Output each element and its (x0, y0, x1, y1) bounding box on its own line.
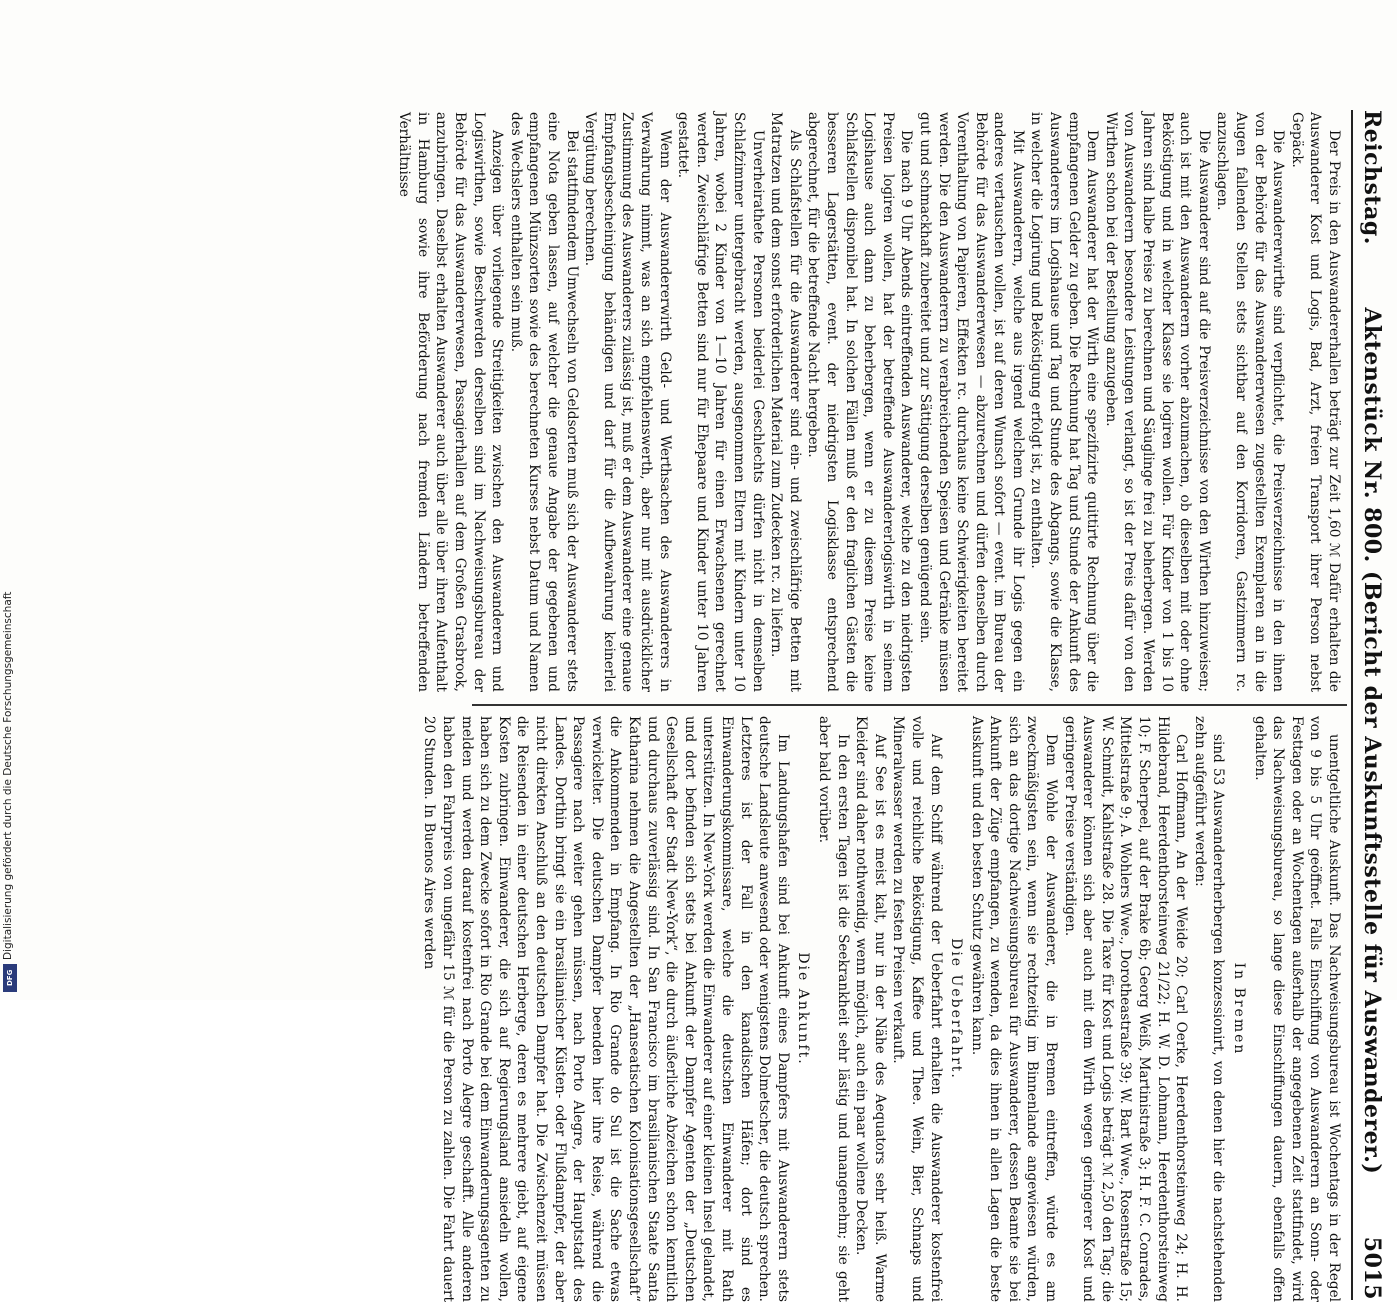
paragraph: Carl Hoffmann, An der Weide 20; Carl Oerke, Heerdenthorsteinweg 24; H. H. Hildebrand, Heerdenthorsteinweg 21/22; H. W. D. Lohmann, Heerdenthorsteinweg 10; F. Scherpeel, auf der Brake 6b; Georg Weiß, Martinistraße 3; H. F. C. Conrades, Mittelstraße 9; A. Wohlers Wwe., Dorotheastraße 39; W. Bart Wwe., Rosenstraße 15; W. Schmidt, Kahlstraße 28. Die Taxe für Kost und Logis beträgt ℳ 2,50 den Tag; die Auswanderer können sich aber auch mit dem Wirth wegen geringerer Kost und geringerer Preise verständigen. (1061, 716, 1190, 1302)
column-divider (472, 704, 1347, 706)
paragraph: In den ersten Tagen ist die Seekrankheit sehr lästig und unangenehm; sie geht aber bald vorüber. (815, 716, 851, 1302)
digitization-credit (0, 0, 20, 1000)
paragraph: Die nach 9 Uhr Abends eintreffenden Auswanderer, welche zu den niedrigsten Preisen logiren wollen, hat der betreffende Auswandererlogiswirth in seinem Logishause auch dann zu beherbergen, wenn er zu diesem Preise keine Schlafstellen disponibel hat. In solchen Fällen muß er den fraglichen Gästen die besseren Lagerstätten, event. der niedrigsten Logisklasse entsprechend abgerechnet, für die betreffende Nacht hergeben. (805, 112, 915, 692)
page-header (1355, 110, 1389, 1300)
paragraph: Auf dem Schiff während der Ueberfahrt erhalten die Auswanderer kostenfrei volle und reichliche Beköstigung, Kaffee und Thee. Wein, Bier, Schnaps und Mineralwasser werden zu festen Preisen verkauft. (890, 716, 944, 1302)
paragraph: Bei stattfindendem Umwechseln von Geldsorten muß sich der Auswanderer stets eine Nota geben lassen, auf welcher die genaue Angabe der gegebenen und empfangenen Münzsorten sowie des berechneten Kurses nebst Datum und Namen des Wechslers enthalten sein muß. (507, 112, 580, 692)
section-heading: Die Ueberfahrt. (948, 938, 965, 1080)
credit-text: Digitalisierung gefördert durch die Deutsche Forschungsgemeinschaft (2, 591, 14, 960)
paragraph: unentgeltliche Auskunft. Das Nachweisungsbureau ist Wochentags in der Regel von 9 bis 5 Uhr geöffnet. Falls Einschiffung von Auswanderern an Sonn- oder Festtagen oder an Wochentagen außerhalb der angegebenen Zeit stattfindet, wird das Nachweisungsbureau, so lange diese Einschiffungen dauern, ebenfalls offen gehalten. (1251, 716, 1342, 1302)
dfg-logo-icon: DFG (3, 964, 17, 992)
header-document-title: Aktenstück Nr. 800. (Bericht der Auskunftsstelle für Auswanderer.) (1359, 307, 1385, 1175)
paragraph: Im Landungshafen sind bei Ankunft eines Dampfers mit Auswanderern stets deutsche Landsleute anwesend oder wenigstens Dolmetscher, die deutsch sprechen. Letzteres ist der Fall in den kanadischen Häfen; dort sind es Einwanderungskommissare, welche die deutschen Einwanderer mit Rath unterstützen. In New-York werden die Einwanderer auf einer kleinen Insel gelandet, und dort befinden sich stets bei Ankunft der Dampfer Agenten der „Deutschen Gesellschaft der Stadt New-York“, die durch äußerliche Abzeichen schon kenntlich und durchaus zuverlässig sind. In San Francisco im brasilianischen Staate Santa Katharina nehmen die Angestellten der „Hanseatischen Kolonisationsgesellschaft“ die Ankommenden in Empfang. In Rio Grande do Sul ist die Sache etwas verwickelter. Die deutschen Dampfer beenden hier ihre Reise, während die Passagiere nach weiter gehen müssen, nach Porto Alegre, der Hauptstadt des Landes. Dorthin bringt sie ein brasilianischer Küsten- oder Flußdampfer, der aber nicht direkten Anschluß an den deutschen Dampfer hat. Die Zwischenzeit müssen die Reisenden in einer deutschen Herberge, deren es mehrere giebt, auf eigene Kosten zubringen. Einwanderer, die sich auf Regierungsland ansiedeln wollen, haben sich zu dem Zwecke sofort in Rio Grande bei dem Einwanderungsagenten zu melden und werden darauf kostenfrei nach Porto Alegre geschafft. Alle anderen haben den Fahrpreis von ungefähr 15 ℳ für die Person zu zahlen. Die Fahrt dauert 20 Stunden. In Buenos Aires werden (421, 716, 791, 1302)
header-rule (1351, 110, 1353, 1300)
paragraph: Als Schlafstellen für die Auswanderer sind ein- und zweischläfrige Betten mit Matratzen und dem sonst erforderlichen Material zum Zudecken rc. zu liefern. (768, 112, 803, 692)
text-column-left (396, 112, 1343, 692)
text-column-right (421, 716, 1343, 1302)
paragraph: Auf See ist es meist kalt, nur in der Nähe des Aequators sehr heiß. Warme Kleider sind daher nothwendig, wenn möglich, auch ein paar wollene Decken. (853, 716, 888, 1302)
header-section-title: Reichstag. (1359, 110, 1385, 245)
paragraph: sind 53 Auswandererherbergen konzessionirt, von denen hier die nachstehenden zehn aufgeführt werden: (1191, 716, 1227, 1302)
paragraph: Der Preis in den Auswandererhallen beträgt zur Zeit 1,60 ℳ Dafür erhalten die Auswanderer Kost und Logis, Bad, Arzt, freien Transport ihrer Person nebst Gepäck. (1288, 112, 1342, 692)
paragraph: Anzeigen über vorliegende Streitigkeiten zwischen den Auswanderern und Logiswirthen, sowie Beschwerden derselben sind im Nachweisungsbureau der Behörde für das Auswandererwesen, Passagierhallen auf dem Großen Grasbrook, anzubringen. Daselbst erhalten Auswanderer auch über alle über ihren Aufenthalt in Hamburg sowie ihre Beförderung nach fremden Ländern betreffenden Verhältnisse (396, 112, 506, 692)
section-heading: Die Ankunft. (795, 952, 812, 1066)
page-number: 5015 (1359, 1236, 1385, 1300)
paragraph: Unverheirathete Personen beiderlei Geschlechts dürfen nicht in demselben Schlafzimmer untergebracht werden, ausgenommen Eltern mit Kindern unter 10 Jahren, wobei 2 Kinder von 1—10 Jahren für einen Erwachsenen gerechnet werden. Zweischläfrige Betten sind nur für Ehepaare und Kinder unter 10 Jahren gestattet. (675, 112, 766, 692)
paragraph: Die Auswandererwirthe sind verpflichtet, die Preisverzeichnisse in den ihnen von der Behörde für das Auswandererwesen zugestellten Exemplaren an in die Augen fallenden Stellen stets sichtbar auf den Korridoren, Gastzimmern rc. anzuschlagen. (1214, 112, 1287, 692)
paragraph: Wenn der Auswandererwirth Geld- und Werthsachen des Auswanderers in Verwahrung nimmt, was an sich empfehlenswerth, aber nur mit ausdrücklicher Zustimmung des Auswanderers zulässig ist, muß er dem Auswanderer eine genaue Empfangsbescheinigung behändigen und darf für die Aufbewahrung keinerlei Vergütung berechnen. (582, 112, 673, 692)
paragraph: Dem Wohle der Auswanderer, die in Bremen eintreffen, würde es am zweckmäßigsten sein, wenn sie rechtzeitig im Binnenlande angewiesen würden, sich an das dortige Nachweisungsbureau für Auswanderer, dessen Beamte sie bei Ankunft der Züge empfangen, zu wenden, da dies ihnen in allen Lagen die beste Auskunft und den besten Schutz gewähren kann. (968, 716, 1060, 1302)
paragraph: Dem Auswanderer hat der Wirth eine spezifizirte quittirte Rechnung über die empfangenen Gelder zu geben. Die Rechnung hat Tag und Stunde der Ankunft des Auswanderers im Logishause und Tag und Stunde des Abgangs, sowie die Klasse, in welcher die Logirung und Beköstigung erfolgt ist, zu enthalten. (1028, 112, 1101, 692)
section-heading: In Bremen (1231, 962, 1248, 1056)
paragraph: Mit Auswanderern, welche aus irgend welchem Grunde ihr Logis gegen ein anderes vertauschen wollen, ist auf deren Wunsch sofort — event. im Bureau der Behörde für das Auswandererwesen — abzurechnen und dürfen denselben durch Vorenthaltung von Papieren, Effekten rc. durchaus keine Schwierigkeiten bereitet werden. Die den Auswanderern zu verabreichenden Speisen und Getränke müssen gut und schmackhaft zubereitet und zur Sättigung derselben genügend sein. (916, 112, 1026, 692)
paragraph: Die Auswanderer sind auf die Preisverzeichnisse von den Wirthen hinzuweisen; auch ist mit den Auswanderern vorher abzumachen, ob dieselben mit oder ohne Beköstigung und in welcher Klasse sie logiren wollen. Für Kinder von 1 bis 10 Jahren sind halbe Preise zu berechnen und Säuglinge frei zu beherbergen. Werden von Auswanderern besondere Leistungen verlangt, so ist der Preis dafür von den Wirthen schon bei der Bestellung anzugeben. (1102, 112, 1212, 692)
